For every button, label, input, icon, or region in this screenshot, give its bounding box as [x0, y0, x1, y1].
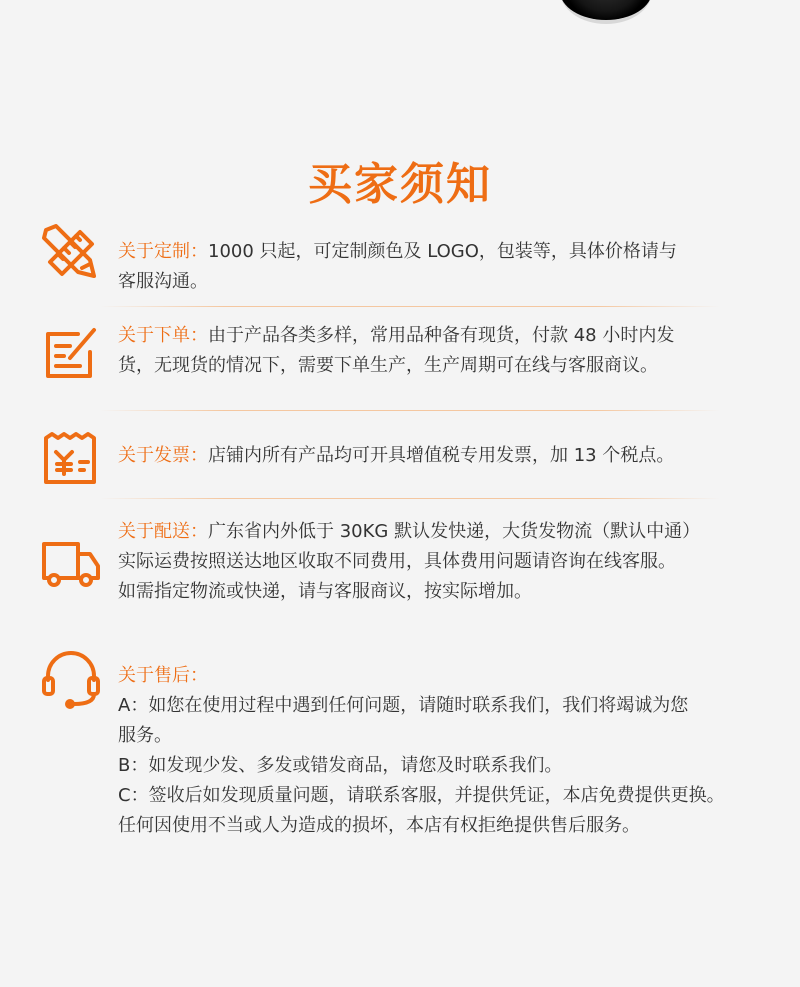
section-divider	[100, 410, 720, 411]
edit-note-icon	[40, 322, 102, 384]
product-edge-decoration	[560, 0, 652, 24]
section-line: B：如发现少发、多发或错发商品，请您及时联系我们。	[118, 755, 563, 776]
section-line: 1000 只起，可定制颜色及 LOGO，包装等，具体价格请与	[208, 241, 677, 262]
section-line: 客服沟通。	[118, 271, 208, 292]
notice-after-sales-text	[118, 661, 768, 841]
section-line: 由于产品各类多样，常用品种备有现货，付款 48 小时内发	[208, 325, 675, 346]
section-divider	[100, 498, 720, 499]
notice-ordering-text	[118, 321, 768, 381]
pencil-ruler-icon	[40, 222, 102, 284]
notice-delivery-text	[118, 517, 768, 607]
section-line: 实际运费按照送达地区收取不同费用，具体费用问题请咨询在线客服。	[118, 551, 676, 572]
section-line: 如需指定物流或快递，请与客服商议，按实际增加。	[118, 581, 532, 602]
section-line: 广东省内外低于 30KG 默认发快递，大货发物流（默认中通）	[208, 521, 701, 542]
section-label: 关于发票：	[118, 445, 208, 466]
section-line: 货，无现货的情况下，需要下单生产，生产周期可在线与客服商议。	[118, 355, 658, 376]
page-title: 买家须知	[308, 159, 492, 210]
section-line: A：如您在使用过程中遇到任何问题，请随时联系我们，我们将竭诚为您	[118, 695, 689, 716]
section-line: 店铺内所有产品均可开具增值税专用发票，加 13 个税点。	[208, 445, 675, 466]
section-line: 任何因使用不当或人为造成的损坏，本店有权拒绝提供售后服务。	[118, 815, 640, 836]
section-divider	[100, 306, 720, 307]
notice-invoice-text	[118, 441, 768, 471]
delivery-truck-icon	[40, 532, 102, 594]
section-line: 服务。	[118, 725, 172, 746]
section-label: 关于配送：	[118, 521, 208, 542]
section-label: 关于下单：	[118, 325, 208, 346]
invoice-icon	[40, 428, 102, 490]
notice-customization-text	[118, 237, 768, 297]
section-label: 关于售后：	[118, 665, 208, 686]
section-label: 关于定制：	[118, 241, 208, 262]
headset-icon	[40, 648, 102, 710]
section-line: C：签收后如发现质量问题，请联系客服，并提供凭证，本店免费提供更换。	[118, 785, 725, 806]
